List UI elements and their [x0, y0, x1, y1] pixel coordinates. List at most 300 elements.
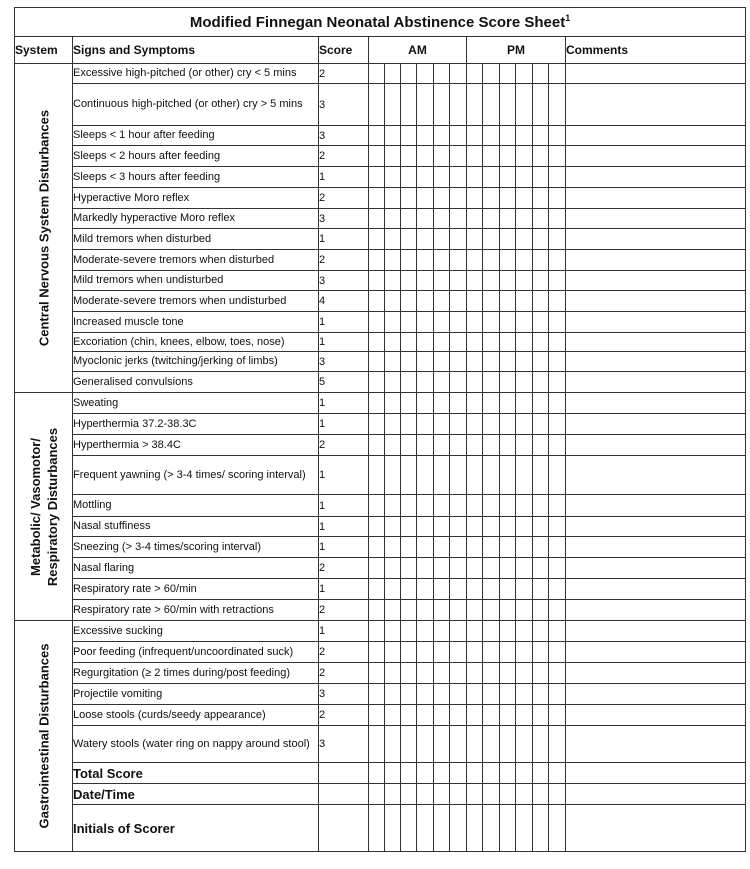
symptom-am-cell[interactable] [434, 705, 450, 726]
symptom-am-cell[interactable] [450, 495, 467, 517]
symptom-pm-cell[interactable] [500, 271, 516, 291]
symptom-pm-cell[interactable] [516, 372, 533, 393]
symptom-pm-cell[interactable] [467, 537, 483, 558]
symptom-am-cell[interactable] [401, 663, 417, 684]
symptom-pm-cell[interactable] [549, 414, 566, 435]
symptom-am-cell[interactable] [417, 250, 434, 271]
symptom-pm-cell[interactable] [516, 495, 533, 517]
symptom-am-cell[interactable] [417, 126, 434, 146]
symptom-pm-cell[interactable] [549, 372, 566, 393]
symptom-am-cell[interactable] [369, 167, 385, 188]
symptom-pm-cell[interactable] [533, 372, 549, 393]
date-time-row-am-cell[interactable] [369, 784, 385, 805]
symptom-am-cell[interactable] [385, 312, 401, 333]
symptom-am-cell[interactable] [417, 209, 434, 229]
symptom-am-cell[interactable] [450, 291, 467, 312]
initials-row-pm-cell[interactable] [549, 805, 566, 852]
symptom-pm-cell[interactable] [516, 726, 533, 763]
symptom-comments-cell[interactable] [566, 517, 746, 537]
symptom-comments-cell[interactable] [566, 372, 746, 393]
symptom-am-cell[interactable] [450, 312, 467, 333]
symptom-pm-cell[interactable] [549, 642, 566, 663]
symptom-pm-cell[interactable] [483, 84, 500, 126]
symptom-pm-cell[interactable] [533, 414, 549, 435]
symptom-am-cell[interactable] [385, 600, 401, 621]
symptom-pm-cell[interactable] [516, 333, 533, 352]
initials-row-comments-cell[interactable] [566, 805, 746, 852]
symptom-am-cell[interactable] [450, 250, 467, 271]
symptom-pm-cell[interactable] [483, 229, 500, 250]
symptom-pm-cell[interactable] [467, 517, 483, 537]
symptom-am-cell[interactable] [401, 414, 417, 435]
symptom-pm-cell[interactable] [467, 435, 483, 456]
symptom-am-cell[interactable] [450, 209, 467, 229]
symptom-am-cell[interactable] [434, 684, 450, 705]
symptom-comments-cell[interactable] [566, 209, 746, 229]
symptom-am-cell[interactable] [401, 579, 417, 600]
symptom-pm-cell[interactable] [549, 726, 566, 763]
symptom-am-cell[interactable] [450, 456, 467, 495]
symptom-am-cell[interactable] [434, 126, 450, 146]
symptom-comments-cell[interactable] [566, 352, 746, 372]
initials-row-am-cell[interactable] [450, 805, 467, 852]
symptom-am-cell[interactable] [450, 517, 467, 537]
symptom-pm-cell[interactable] [533, 291, 549, 312]
symptom-comments-cell[interactable] [566, 64, 746, 84]
symptom-pm-cell[interactable] [483, 495, 500, 517]
symptom-am-cell[interactable] [434, 517, 450, 537]
total-score-row-am-cell[interactable] [450, 763, 467, 784]
symptom-pm-cell[interactable] [516, 684, 533, 705]
symptom-am-cell[interactable] [450, 600, 467, 621]
symptom-am-cell[interactable] [369, 209, 385, 229]
symptom-am-cell[interactable] [369, 621, 385, 642]
symptom-am-cell[interactable] [385, 537, 401, 558]
symptom-pm-cell[interactable] [549, 705, 566, 726]
symptom-am-cell[interactable] [417, 537, 434, 558]
symptom-pm-cell[interactable] [500, 414, 516, 435]
symptom-pm-cell[interactable] [533, 271, 549, 291]
symptom-am-cell[interactable] [434, 621, 450, 642]
symptom-am-cell[interactable] [417, 456, 434, 495]
symptom-am-cell[interactable] [385, 558, 401, 579]
symptom-am-cell[interactable] [369, 642, 385, 663]
symptom-am-cell[interactable] [401, 291, 417, 312]
symptom-am-cell[interactable] [369, 64, 385, 84]
symptom-pm-cell[interactable] [549, 684, 566, 705]
symptom-comments-cell[interactable] [566, 558, 746, 579]
symptom-am-cell[interactable] [434, 663, 450, 684]
symptom-comments-cell[interactable] [566, 456, 746, 495]
symptom-pm-cell[interactable] [500, 372, 516, 393]
symptom-am-cell[interactable] [417, 84, 434, 126]
symptom-pm-cell[interactable] [549, 600, 566, 621]
symptom-am-cell[interactable] [434, 250, 450, 271]
symptom-am-cell[interactable] [450, 352, 467, 372]
symptom-am-cell[interactable] [385, 271, 401, 291]
initials-row-am-cell[interactable] [417, 805, 434, 852]
symptom-pm-cell[interactable] [483, 126, 500, 146]
initials-row-am-cell[interactable] [401, 805, 417, 852]
symptom-pm-cell[interactable] [467, 167, 483, 188]
symptom-pm-cell[interactable] [483, 642, 500, 663]
symptom-pm-cell[interactable] [467, 726, 483, 763]
date-time-row-am-cell[interactable] [434, 784, 450, 805]
symptom-am-cell[interactable] [417, 229, 434, 250]
symptom-am-cell[interactable] [434, 352, 450, 372]
symptom-pm-cell[interactable] [516, 579, 533, 600]
symptom-am-cell[interactable] [385, 229, 401, 250]
symptom-pm-cell[interactable] [549, 84, 566, 126]
symptom-am-cell[interactable] [369, 229, 385, 250]
symptom-pm-cell[interactable] [500, 537, 516, 558]
symptom-pm-cell[interactable] [549, 209, 566, 229]
symptom-pm-cell[interactable] [483, 456, 500, 495]
symptom-pm-cell[interactable] [500, 312, 516, 333]
symptom-pm-cell[interactable] [500, 126, 516, 146]
symptom-am-cell[interactable] [369, 312, 385, 333]
symptom-pm-cell[interactable] [467, 642, 483, 663]
symptom-am-cell[interactable] [369, 414, 385, 435]
symptom-am-cell[interactable] [369, 705, 385, 726]
symptom-am-cell[interactable] [401, 146, 417, 167]
symptom-pm-cell[interactable] [500, 705, 516, 726]
symptom-am-cell[interactable] [450, 579, 467, 600]
symptom-am-cell[interactable] [417, 167, 434, 188]
symptom-comments-cell[interactable] [566, 579, 746, 600]
total-score-row-pm-cell[interactable] [483, 763, 500, 784]
symptom-pm-cell[interactable] [533, 146, 549, 167]
symptom-pm-cell[interactable] [467, 705, 483, 726]
symptom-pm-cell[interactable] [467, 372, 483, 393]
symptom-comments-cell[interactable] [566, 435, 746, 456]
symptom-am-cell[interactable] [369, 291, 385, 312]
symptom-am-cell[interactable] [369, 663, 385, 684]
symptom-am-cell[interactable] [434, 84, 450, 126]
symptom-am-cell[interactable] [417, 726, 434, 763]
symptom-pm-cell[interactable] [467, 600, 483, 621]
symptom-am-cell[interactable] [434, 579, 450, 600]
symptom-pm-cell[interactable] [516, 291, 533, 312]
symptom-pm-cell[interactable] [483, 600, 500, 621]
symptom-pm-cell[interactable] [533, 600, 549, 621]
symptom-am-cell[interactable] [401, 642, 417, 663]
symptom-pm-cell[interactable] [483, 684, 500, 705]
total-score-row-pm-cell[interactable] [500, 763, 516, 784]
symptom-am-cell[interactable] [369, 146, 385, 167]
symptom-pm-cell[interactable] [483, 435, 500, 456]
symptom-pm-cell[interactable] [533, 312, 549, 333]
symptom-am-cell[interactable] [401, 558, 417, 579]
symptom-pm-cell[interactable] [467, 209, 483, 229]
symptom-am-cell[interactable] [434, 456, 450, 495]
symptom-comments-cell[interactable] [566, 84, 746, 126]
symptom-pm-cell[interactable] [516, 517, 533, 537]
symptom-am-cell[interactable] [450, 126, 467, 146]
symptom-am-cell[interactable] [434, 167, 450, 188]
symptom-am-cell[interactable] [401, 495, 417, 517]
symptom-am-cell[interactable] [417, 642, 434, 663]
symptom-am-cell[interactable] [417, 271, 434, 291]
symptom-pm-cell[interactable] [500, 517, 516, 537]
symptom-am-cell[interactable] [369, 726, 385, 763]
symptom-am-cell[interactable] [385, 291, 401, 312]
symptom-am-cell[interactable] [417, 663, 434, 684]
symptom-pm-cell[interactable] [467, 352, 483, 372]
symptom-pm-cell[interactable] [500, 684, 516, 705]
symptom-am-cell[interactable] [434, 229, 450, 250]
symptom-am-cell[interactable] [385, 705, 401, 726]
symptom-am-cell[interactable] [369, 435, 385, 456]
symptom-am-cell[interactable] [385, 495, 401, 517]
symptom-am-cell[interactable] [417, 558, 434, 579]
date-time-row-am-cell[interactable] [385, 784, 401, 805]
symptom-am-cell[interactable] [385, 209, 401, 229]
symptom-pm-cell[interactable] [483, 209, 500, 229]
symptom-am-cell[interactable] [417, 621, 434, 642]
symptom-comments-cell[interactable] [566, 642, 746, 663]
symptom-am-cell[interactable] [450, 558, 467, 579]
symptom-pm-cell[interactable] [533, 333, 549, 352]
symptom-pm-cell[interactable] [549, 579, 566, 600]
total-score-row-am-cell[interactable] [401, 763, 417, 784]
initials-row-am-cell[interactable] [369, 805, 385, 852]
symptom-pm-cell[interactable] [467, 414, 483, 435]
symptom-pm-cell[interactable] [483, 663, 500, 684]
symptom-am-cell[interactable] [450, 435, 467, 456]
symptom-am-cell[interactable] [450, 84, 467, 126]
symptom-am-cell[interactable] [417, 579, 434, 600]
symptom-am-cell[interactable] [417, 188, 434, 209]
symptom-pm-cell[interactable] [483, 188, 500, 209]
symptom-am-cell[interactable] [434, 642, 450, 663]
symptom-pm-cell[interactable] [500, 393, 516, 414]
symptom-pm-cell[interactable] [549, 352, 566, 372]
symptom-am-cell[interactable] [401, 271, 417, 291]
symptom-am-cell[interactable] [385, 352, 401, 372]
symptom-am-cell[interactable] [434, 600, 450, 621]
symptom-pm-cell[interactable] [467, 333, 483, 352]
symptom-am-cell[interactable] [401, 312, 417, 333]
symptom-pm-cell[interactable] [467, 663, 483, 684]
symptom-pm-cell[interactable] [533, 621, 549, 642]
symptom-am-cell[interactable] [450, 146, 467, 167]
symptom-pm-cell[interactable] [533, 517, 549, 537]
symptom-pm-cell[interactable] [467, 291, 483, 312]
symptom-am-cell[interactable] [385, 414, 401, 435]
symptom-pm-cell[interactable] [533, 642, 549, 663]
symptom-am-cell[interactable] [417, 705, 434, 726]
symptom-pm-cell[interactable] [467, 621, 483, 642]
symptom-am-cell[interactable] [385, 435, 401, 456]
total-score-row-pm-cell[interactable] [549, 763, 566, 784]
date-time-row-pm-cell[interactable] [516, 784, 533, 805]
symptom-pm-cell[interactable] [483, 333, 500, 352]
symptom-pm-cell[interactable] [516, 393, 533, 414]
symptom-pm-cell[interactable] [533, 393, 549, 414]
symptom-am-cell[interactable] [385, 372, 401, 393]
symptom-am-cell[interactable] [450, 726, 467, 763]
initials-row-pm-cell[interactable] [500, 805, 516, 852]
date-time-row-am-cell[interactable] [417, 784, 434, 805]
symptom-comments-cell[interactable] [566, 188, 746, 209]
symptom-pm-cell[interactable] [516, 663, 533, 684]
symptom-pm-cell[interactable] [500, 663, 516, 684]
symptom-am-cell[interactable] [385, 579, 401, 600]
symptom-am-cell[interactable] [369, 188, 385, 209]
symptom-am-cell[interactable] [434, 188, 450, 209]
symptom-am-cell[interactable] [401, 64, 417, 84]
symptom-comments-cell[interactable] [566, 537, 746, 558]
symptom-pm-cell[interactable] [516, 229, 533, 250]
symptom-am-cell[interactable] [417, 146, 434, 167]
symptom-am-cell[interactable] [385, 84, 401, 126]
symptom-pm-cell[interactable] [533, 126, 549, 146]
symptom-pm-cell[interactable] [533, 726, 549, 763]
symptom-comments-cell[interactable] [566, 393, 746, 414]
symptom-am-cell[interactable] [450, 684, 467, 705]
symptom-am-cell[interactable] [369, 558, 385, 579]
symptom-pm-cell[interactable] [467, 393, 483, 414]
symptom-pm-cell[interactable] [467, 250, 483, 271]
symptom-pm-cell[interactable] [549, 250, 566, 271]
date-time-row-am-cell[interactable] [401, 784, 417, 805]
symptom-comments-cell[interactable] [566, 167, 746, 188]
symptom-pm-cell[interactable] [500, 579, 516, 600]
symptom-am-cell[interactable] [369, 271, 385, 291]
symptom-pm-cell[interactable] [516, 352, 533, 372]
symptom-pm-cell[interactable] [516, 64, 533, 84]
initials-row-pm-cell[interactable] [516, 805, 533, 852]
symptom-pm-cell[interactable] [467, 495, 483, 517]
symptom-pm-cell[interactable] [500, 188, 516, 209]
symptom-am-cell[interactable] [401, 393, 417, 414]
symptom-am-cell[interactable] [434, 333, 450, 352]
symptom-am-cell[interactable] [385, 250, 401, 271]
symptom-am-cell[interactable] [385, 663, 401, 684]
symptom-am-cell[interactable] [434, 393, 450, 414]
symptom-pm-cell[interactable] [483, 271, 500, 291]
date-time-row-pm-cell[interactable] [549, 784, 566, 805]
symptom-am-cell[interactable] [401, 435, 417, 456]
symptom-pm-cell[interactable] [500, 600, 516, 621]
symptom-pm-cell[interactable] [483, 291, 500, 312]
symptom-comments-cell[interactable] [566, 312, 746, 333]
symptom-am-cell[interactable] [450, 414, 467, 435]
symptom-am-cell[interactable] [417, 495, 434, 517]
symptom-am-cell[interactable] [434, 726, 450, 763]
symptom-pm-cell[interactable] [533, 84, 549, 126]
symptom-pm-cell[interactable] [516, 271, 533, 291]
symptom-am-cell[interactable] [401, 684, 417, 705]
symptom-am-cell[interactable] [369, 250, 385, 271]
symptom-pm-cell[interactable] [516, 537, 533, 558]
symptom-am-cell[interactable] [417, 435, 434, 456]
symptom-comments-cell[interactable] [566, 495, 746, 517]
symptom-pm-cell[interactable] [549, 312, 566, 333]
initials-row-pm-cell[interactable] [483, 805, 500, 852]
symptom-am-cell[interactable] [369, 537, 385, 558]
symptom-pm-cell[interactable] [483, 726, 500, 763]
symptom-pm-cell[interactable] [533, 705, 549, 726]
symptom-comments-cell[interactable] [566, 621, 746, 642]
symptom-pm-cell[interactable] [516, 209, 533, 229]
date-time-row-pm-cell[interactable] [467, 784, 483, 805]
symptom-am-cell[interactable] [450, 229, 467, 250]
symptom-pm-cell[interactable] [516, 414, 533, 435]
symptom-am-cell[interactable] [417, 393, 434, 414]
symptom-pm-cell[interactable] [483, 250, 500, 271]
symptom-am-cell[interactable] [369, 600, 385, 621]
symptom-am-cell[interactable] [434, 435, 450, 456]
symptom-am-cell[interactable] [417, 291, 434, 312]
symptom-am-cell[interactable] [450, 621, 467, 642]
symptom-am-cell[interactable] [450, 393, 467, 414]
symptom-am-cell[interactable] [385, 188, 401, 209]
symptom-am-cell[interactable] [385, 684, 401, 705]
symptom-am-cell[interactable] [434, 291, 450, 312]
symptom-pm-cell[interactable] [549, 146, 566, 167]
symptom-pm-cell[interactable] [483, 167, 500, 188]
symptom-am-cell[interactable] [385, 333, 401, 352]
symptom-pm-cell[interactable] [549, 495, 566, 517]
symptom-pm-cell[interactable] [549, 621, 566, 642]
total-score-row-pm-cell[interactable] [516, 763, 533, 784]
date-time-row-pm-cell[interactable] [500, 784, 516, 805]
symptom-pm-cell[interactable] [500, 456, 516, 495]
symptom-pm-cell[interactable] [500, 167, 516, 188]
symptom-pm-cell[interactable] [483, 414, 500, 435]
symptom-comments-cell[interactable] [566, 146, 746, 167]
symptom-am-cell[interactable] [401, 537, 417, 558]
symptom-comments-cell[interactable] [566, 126, 746, 146]
symptom-am-cell[interactable] [434, 146, 450, 167]
symptom-pm-cell[interactable] [467, 64, 483, 84]
symptom-am-cell[interactable] [450, 663, 467, 684]
symptom-pm-cell[interactable] [533, 456, 549, 495]
symptom-am-cell[interactable] [369, 684, 385, 705]
symptom-pm-cell[interactable] [500, 495, 516, 517]
symptom-pm-cell[interactable] [533, 352, 549, 372]
symptom-pm-cell[interactable] [516, 188, 533, 209]
symptom-comments-cell[interactable] [566, 663, 746, 684]
symptom-am-cell[interactable] [450, 188, 467, 209]
symptom-am-cell[interactable] [369, 372, 385, 393]
symptom-pm-cell[interactable] [549, 126, 566, 146]
symptom-comments-cell[interactable] [566, 600, 746, 621]
symptom-comments-cell[interactable] [566, 684, 746, 705]
symptom-pm-cell[interactable] [467, 229, 483, 250]
symptom-pm-cell[interactable] [467, 312, 483, 333]
symptom-pm-cell[interactable] [467, 271, 483, 291]
date-time-row-am-cell[interactable] [450, 784, 467, 805]
symptom-am-cell[interactable] [401, 600, 417, 621]
symptom-am-cell[interactable] [401, 726, 417, 763]
symptom-am-cell[interactable] [401, 250, 417, 271]
symptom-am-cell[interactable] [417, 64, 434, 84]
symptom-am-cell[interactable] [385, 621, 401, 642]
symptom-pm-cell[interactable] [467, 188, 483, 209]
symptom-am-cell[interactable] [401, 167, 417, 188]
symptom-am-cell[interactable] [401, 621, 417, 642]
symptom-comments-cell[interactable] [566, 726, 746, 763]
symptom-pm-cell[interactable] [549, 167, 566, 188]
symptom-pm-cell[interactable] [483, 558, 500, 579]
symptom-pm-cell[interactable] [533, 188, 549, 209]
symptom-pm-cell[interactable] [483, 352, 500, 372]
symptom-am-cell[interactable] [369, 84, 385, 126]
symptom-am-cell[interactable] [401, 333, 417, 352]
